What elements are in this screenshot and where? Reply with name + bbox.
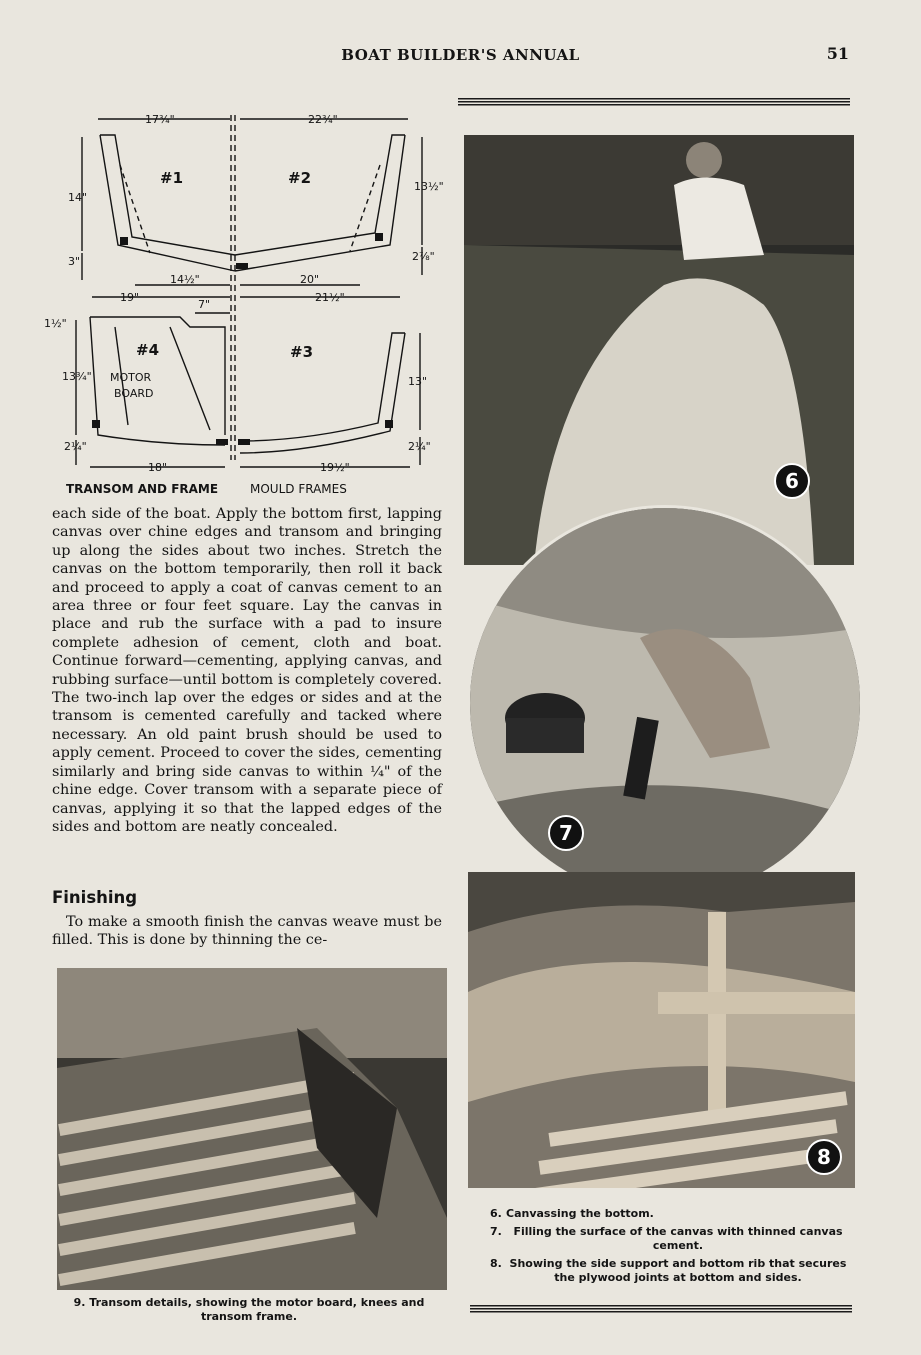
dim-bottom-right-width: 19½" <box>320 461 350 474</box>
page-number: 51 <box>826 44 849 63</box>
finishing-heading: Finishing <box>52 888 138 907</box>
caption-6-number: 6. <box>490 1207 502 1220</box>
frame-2-label: #2 <box>288 169 312 187</box>
dim-top-left-bottom: 3" <box>68 255 81 268</box>
dim-bottom-right-bottom: 2¼" <box>408 440 431 453</box>
photo-8-badge: 8 <box>806 1139 842 1175</box>
dim-transom-top-offset: 1½" <box>44 317 67 330</box>
motor-label-line2: BOARD <box>114 387 154 400</box>
dim-motor-board-offset: 7" <box>198 298 211 311</box>
photo-6-canvassing <box>464 135 854 565</box>
caption-8-text: Showing the side support and bottom rib that secures the plywood joints at bottom and sides. <box>509 1257 847 1284</box>
caption-6-text: Canvassing the bottom. <box>506 1207 654 1220</box>
caption-7-number: 7. <box>490 1225 502 1238</box>
dim-bottom-left-height: 13¾" <box>62 370 92 383</box>
article-paragraph-1: each side of the boat. Apply the bottom first, lapping canvas over chine edges and transom and bringing up along the sides about two inches. Stretch the canvas on the bottom temporarily, then roll it back and proceed to apply a coat of canvas cement to an area three or four feet square. Lay the canvas in place and rub the surface with a pad to insure complete adhesion of cement, cloth and boat. Continue forward—cementing, applying canvas, and rubbing surface—until bottom is completely covered. The two-inch lap over the edges or sides and at the transom is cemented carefully and tacked where necessary. An old paint brush should be used to apply cement. Proceed to cover the sides, cementing similarly and bring side canvas to within ¼" of the chine edge. Cover transom with a separate piece of canvas, applying it so that the lapped edges of the sides and bottom are neatly concealed. <box>52 506 442 835</box>
frame-1-label: #1 <box>160 169 184 187</box>
dim-top-right-width: 22¾" <box>308 113 338 126</box>
photo-9-transom <box>57 968 447 1290</box>
photo-7-filling <box>467 505 863 901</box>
photo-7-badge: 7 <box>548 815 584 851</box>
caption-8-number: 8. <box>490 1257 502 1270</box>
dim-top-right-height: 13½" <box>414 180 444 193</box>
frame-3-label: #3 <box>290 343 314 361</box>
photo-8-side-support <box>468 872 855 1188</box>
top-rule <box>458 98 850 107</box>
dim-mid-right-inner: 20" <box>300 273 320 286</box>
dim-mid-left-outer: 19" <box>120 291 140 304</box>
article-paragraph-2: To make a smooth finish the canvas weave must be filled. This is done by thinning the ce- <box>52 914 442 949</box>
frame-4-label: #4 <box>136 341 160 359</box>
caption-6 <box>490 1207 850 1221</box>
mould-frames-label: MOULD FRAMES <box>250 482 347 496</box>
caption-8 <box>490 1257 850 1285</box>
photo-6-badge: 6 <box>774 463 810 499</box>
captions-right <box>490 1207 850 1289</box>
frame-diagram <box>40 105 450 500</box>
dim-top-left-height: 14" <box>68 191 88 204</box>
dim-top-left-width: 17¾" <box>145 113 175 126</box>
dim-bottom-left-bottom: 2¼" <box>64 440 87 453</box>
caption-7 <box>490 1225 850 1253</box>
dim-bottom-right-height: 13" <box>408 375 428 388</box>
dim-top-right-bottom: 2⅞" <box>412 250 435 263</box>
dim-bottom-left-width: 18" <box>148 461 168 474</box>
caption-7-text: Filling the surface of the canvas with thinned canvas cement. <box>513 1225 843 1252</box>
transom-frame-label: TRANSOM AND FRAME <box>66 482 219 496</box>
motor-label-line1: MOTOR <box>110 371 152 384</box>
dim-mid-right-outer: 21½" <box>315 291 345 304</box>
bottom-rule <box>470 1305 852 1314</box>
dim-mid-left-inner: 14½" <box>170 273 200 286</box>
running-header: BOAT BUILDER'S ANNUAL <box>341 46 580 64</box>
caption-9: 9. Transom details, showing the motor board, knees and transom frame. <box>73 1296 425 1323</box>
